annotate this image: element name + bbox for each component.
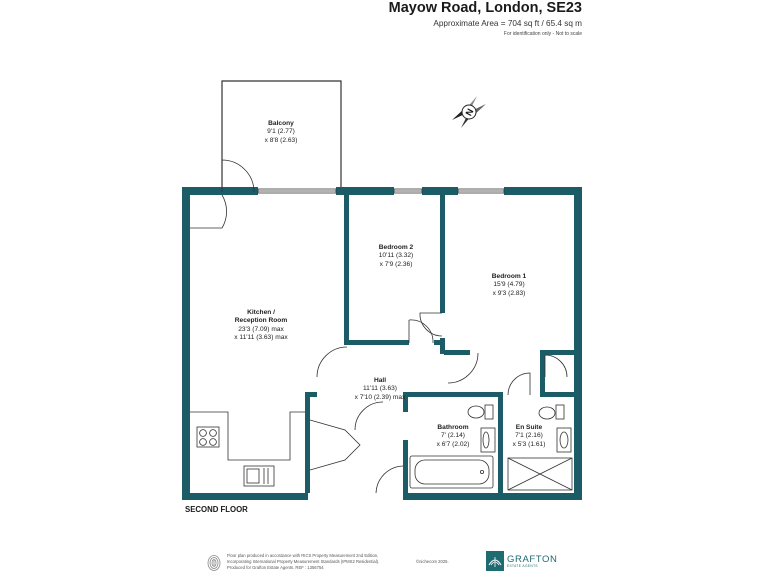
logo-mark-icon	[486, 551, 504, 571]
room-label-en-suite	[513, 424, 546, 449]
compass-icon	[444, 92, 494, 132]
room-dim: x 7'10 (2.39) max	[354, 393, 406, 401]
room-label-bathroom	[437, 424, 470, 449]
room-dim: x 11'11 (3.63) max	[234, 334, 288, 342]
room-dim: 11'11 (3.63)	[362, 385, 397, 393]
grafton-logo	[486, 551, 560, 571]
fingerprint-icon	[206, 554, 222, 572]
room-name: Kitchen /	[247, 309, 275, 316]
room-dim: x 6'7 (2.02)	[436, 440, 470, 448]
room-label-bedroom-1	[492, 273, 526, 298]
room-dim: 15'9 (4.79)	[493, 281, 525, 289]
footer-text	[227, 553, 379, 571]
compass-letter: N	[463, 107, 476, 118]
logo-subtitle: ESTATE AGENTS	[507, 564, 538, 568]
room-dim: x 9'3 (2.83)	[492, 289, 526, 297]
room-dim: x 8'8 (2.63)	[264, 136, 298, 144]
logo-name: GRAFTON	[507, 554, 558, 565]
room-dim: 10'11 (3.32)	[378, 252, 414, 260]
room-dim: 7'1 (2.16)	[515, 432, 543, 440]
room-dim: 7' (2.14)	[441, 432, 465, 440]
footer-line: Floor plan produced in accordance with RICS Property Measurement 2nd Edition,	[227, 553, 379, 558]
room-name: En Suite	[515, 424, 543, 431]
room-dim: 23'3 (7.09) max	[238, 325, 284, 333]
room-name: Bathroom	[437, 424, 469, 431]
room-label-balcony	[265, 120, 298, 145]
room-name-2: Reception Room	[234, 317, 288, 325]
page-title: Mayow Road, London, SE23	[388, 0, 582, 16]
room-label-bedroom-2	[379, 244, 414, 269]
room-label-hall	[355, 377, 406, 402]
kitchen-units	[190, 412, 305, 486]
room-label-kitchen-reception	[234, 309, 287, 343]
footer-line: Produced for Grafton Estate Agents. REF : 1356754	[227, 565, 324, 570]
footer-copyright: ©nichecom 2025.	[416, 559, 449, 564]
floor-label: SECOND FLOOR	[185, 505, 248, 514]
room-name: Hall	[373, 377, 387, 384]
room-dim: x 5'3 (1.61)	[512, 440, 546, 448]
area-summary: Approximate Area = 704 sq ft / 65.4 sq m	[433, 19, 582, 28]
room-name: Bedroom 1	[491, 273, 527, 280]
room-name: Balcony	[268, 120, 294, 127]
room-name: Bedroom 2	[378, 244, 414, 251]
footer-line: Incorporating International Property Measurement Standards (IPMS2 Residential).	[227, 559, 380, 564]
room-dim: x 7'9 (2.36)	[379, 260, 413, 268]
disclaimer-note: For identification only - Not to scale	[503, 31, 582, 37]
room-dim: 9'1 (2.77)	[267, 128, 295, 136]
